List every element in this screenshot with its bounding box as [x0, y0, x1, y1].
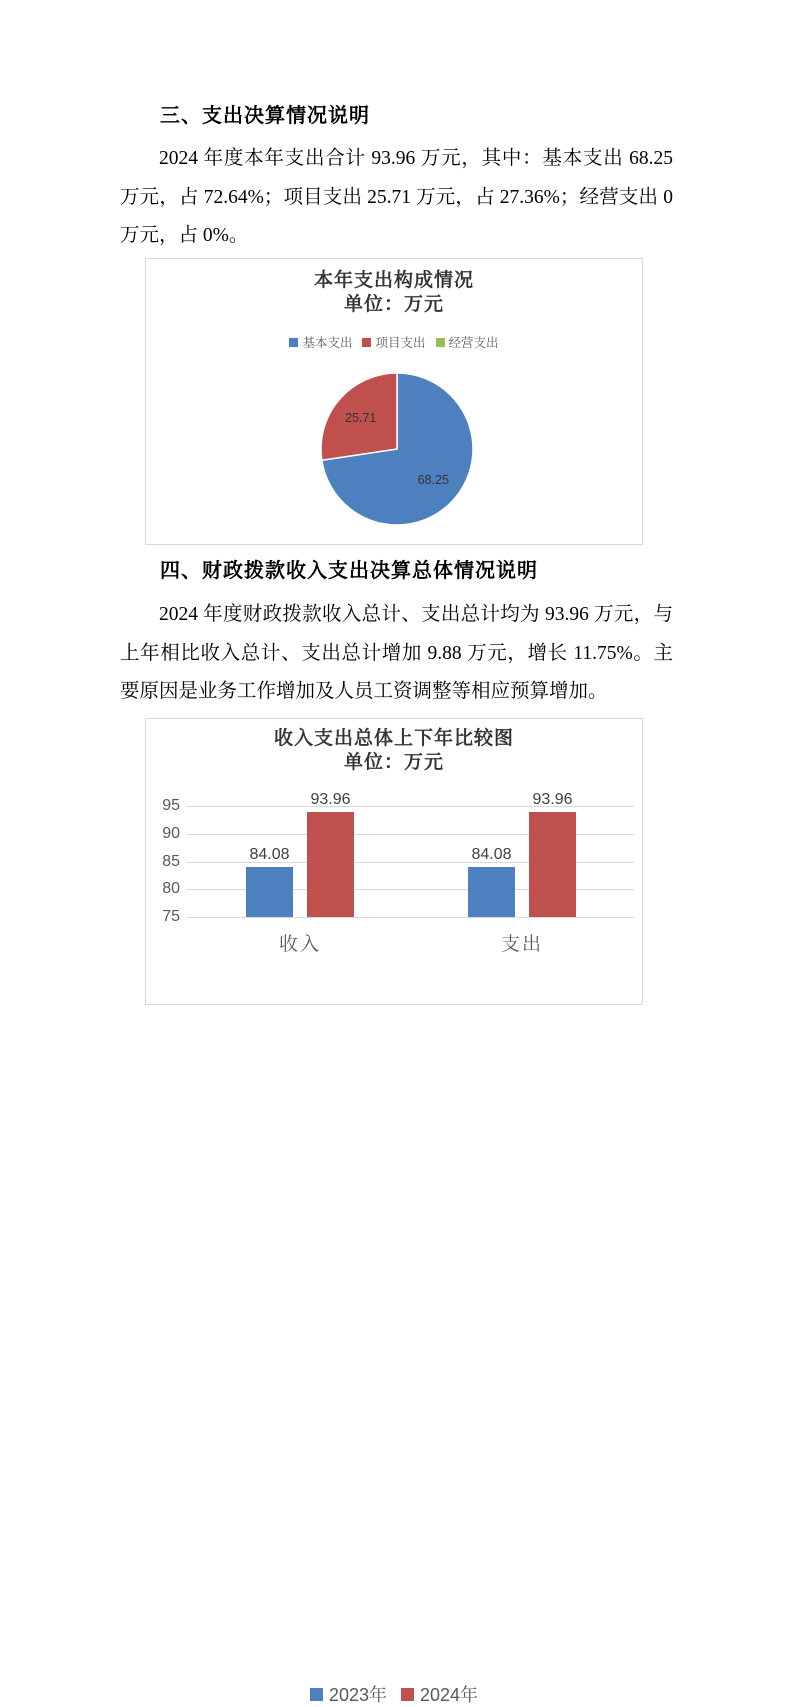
pie-legend: [146, 333, 642, 351]
pie-legend-item-0: [289, 333, 352, 351]
legend-swatch-icon: [289, 338, 298, 347]
bar-2023年-收入: [246, 867, 293, 917]
x-axis-category-label: 支出: [500, 934, 544, 955]
pie-plot-area: [319, 371, 475, 527]
bar-legend-label: 2023年: [328, 1685, 387, 1705]
bar-data-label: 93.96: [532, 790, 573, 808]
x-axis-category-label: 收入: [278, 934, 322, 955]
y-axis-tick-label: 85: [162, 852, 180, 870]
pie-chart: [319, 371, 475, 527]
pie-chart-title: 本年支出构成情况: [313, 270, 474, 291]
pie-data-label-0: 68.25: [417, 473, 449, 488]
y-axis-tick-label: 90: [162, 824, 180, 842]
pie-chart-panel: [145, 258, 643, 545]
pie-legend-label: 项目支出: [375, 336, 426, 350]
y-axis-tick-label: 95: [162, 797, 180, 814]
section-3-paragraph: 2024 年度本年支出合计 93.96 万元，其中：基本支出 68.25 万元，占 72.64%；项目支出 25.71 万元，占 27.36%；经营支出 0 万元，占 0%。: [120, 148, 673, 246]
bar-2024年-收入: [307, 812, 354, 917]
pie-data-label-1: 25.71: [345, 410, 377, 425]
bar-data-label: 93.96: [310, 790, 351, 808]
pie-legend-label: 基本支出: [302, 336, 353, 350]
bar-chart-title: 收入支出总体上下年比较图: [273, 728, 514, 749]
section-4-heading: 四、财政拨款收入支出决算总体情况说明: [160, 560, 538, 582]
bar-chart-panel: [145, 718, 643, 1705]
pie-legend-item-1: [362, 333, 425, 351]
bar-legend: [146, 1681, 642, 1707]
section-4-paragraph: 2024 年度财政拨款收入总计、支出总计均为 93.96 万元，与上年相比收入总计、支出总计增加 9.88 万元，增长 11.75%。主要原因是业务工作增加及人员工资调整等相应预算增加。: [120, 604, 673, 702]
pie-legend-label: 经营支出: [448, 336, 499, 350]
legend-swatch-icon: [310, 1688, 323, 1701]
bar-data-label: 84.08: [249, 845, 290, 863]
section-3-heading: 三、支出决算情况说明: [160, 105, 370, 127]
bar-2023年-支出: [468, 867, 515, 917]
bar-chart-subtitle: 单位：万元: [343, 752, 444, 773]
bar-legend-item-0: [310, 1681, 387, 1707]
bar-plot-area: [146, 719, 642, 1004]
bar-data-label: 84.08: [471, 845, 512, 863]
bar-legend-item-1: [401, 1681, 478, 1707]
bar-legend-label: 2024年: [420, 1685, 479, 1705]
legend-swatch-icon: [401, 1688, 414, 1701]
pie-legend-item-2: [436, 333, 499, 351]
y-axis-tick-label: 75: [162, 908, 180, 925]
y-axis-tick-label: 80: [162, 880, 180, 898]
pie-chart-subtitle: 单位：万元: [343, 294, 444, 315]
legend-swatch-icon: [436, 338, 445, 347]
legend-swatch-icon: [362, 338, 371, 347]
bar-2024年-支出: [529, 812, 576, 917]
gridline: [186, 917, 634, 918]
pie-chart-title-block: [146, 259, 642, 317]
